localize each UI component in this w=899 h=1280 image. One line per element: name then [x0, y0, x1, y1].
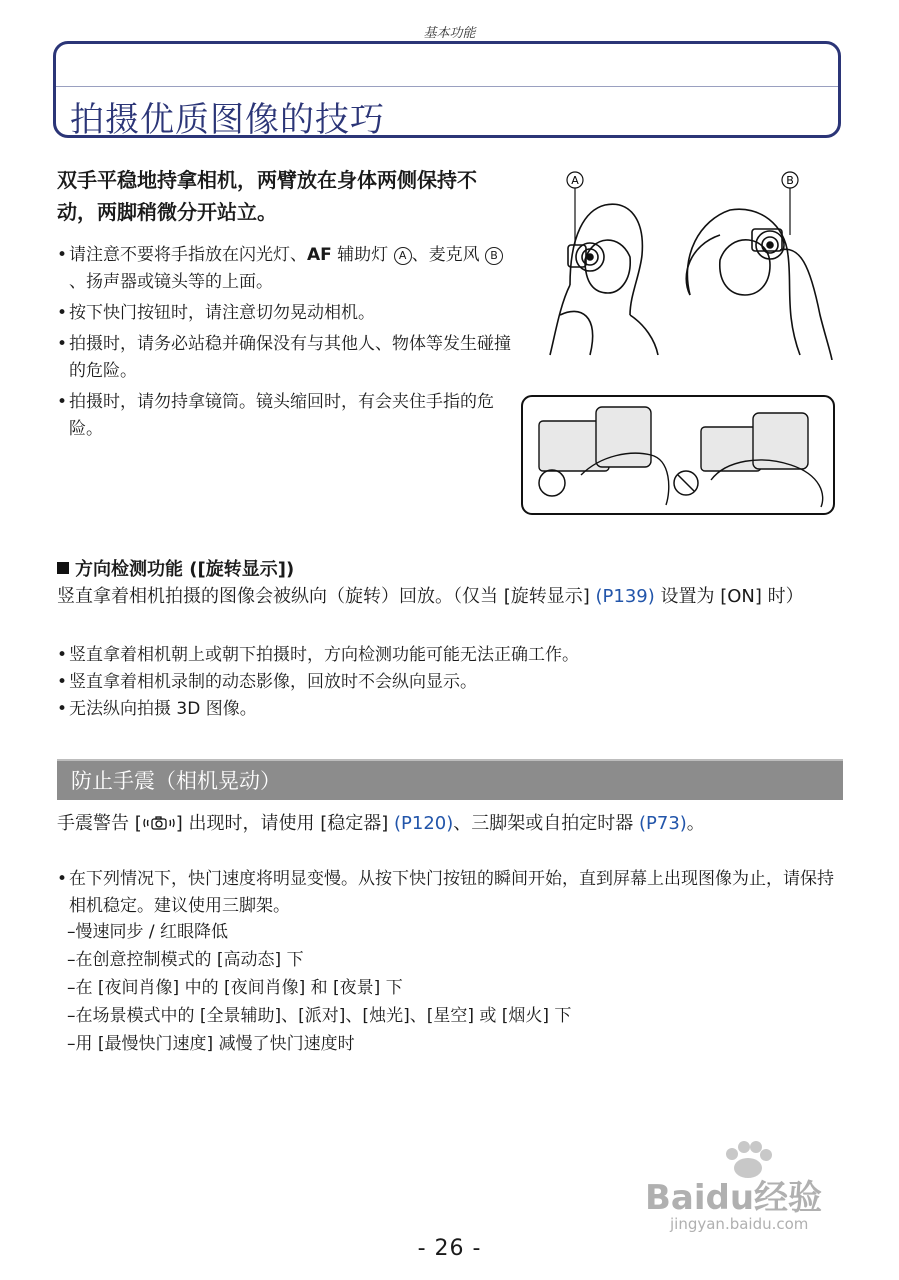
orientation-bullets [57, 642, 842, 723]
shake-bullets [57, 866, 842, 920]
title-divider [56, 86, 838, 87]
p120-link[interactable]: (P120) [393, 813, 454, 834]
shake-bullet: • 在下列情况下，快门速度将明显变慢。从按下快门按钮的瞬间开始，直到屏幕上出现图像为止，请保持相机稳定。建议使用三脚架。 [57, 866, 842, 920]
intro-text: 双手平稳地持拿相机，两臂放在身体两侧保持不动，两脚稍微分开站立。 [57, 168, 477, 224]
shake-heading: 防止手震（相机晃动） [71, 769, 281, 793]
tip-item: • 按下快门按钮时，请注意切勿晃动相机。 [57, 300, 517, 327]
shake-cases [57, 918, 842, 1058]
case-item: –慢速同步 / 红眼降低 [67, 922, 229, 942]
p139-link[interactable]: (P139) [595, 586, 655, 607]
orientation-bullet: • 竖直拿着相机录制的动态影像，回放时不会纵向显示。 [57, 669, 842, 696]
tip-item: • 请注意不要将手指放在闪光灯、AF 辅助灯 A 、麦克风 B、扬声器或镜头等的上面。 [57, 242, 517, 296]
page-title: 拍摄优质图像的技巧 [70, 100, 385, 140]
label-b: B [786, 174, 794, 187]
case-item: –在创意控制模式的 [高动态] 下 [67, 950, 304, 970]
tip-item: • 拍摄时，请勿持拿镜筒。镜头缩回时，有会夹住手指的危险。 [57, 389, 517, 443]
shake-warning-icon [142, 815, 176, 831]
tips-list [57, 242, 517, 447]
case-item: –用 [最慢快门速度] 减慢了快门速度时 [67, 1034, 355, 1054]
orientation-bullet: • 无法纵向拍摄 3D 图像。 [57, 696, 842, 723]
orientation-bullet: • 竖直拿着相机朝上或朝下拍摄时，方向检测功能可能无法正确工作。 [57, 642, 842, 669]
holding-camera-illustration [530, 165, 850, 360]
tip-item: • 拍摄时，请务必站稳并确保没有与其他人、物体等发生碰撞的危险。 [57, 331, 517, 385]
case-item: –在 [夜间肖像] 中的 [夜间肖像] 和 [夜景] 下 [67, 978, 403, 998]
running-header: 基本功能 [423, 26, 476, 41]
orientation-heading: 方向检测功能 ([旋转显示]) [57, 555, 294, 581]
page-number: - 26 - [417, 1236, 482, 1261]
label-b-marker: B [485, 247, 503, 265]
watermark-url: jingyan.baidu.com [670, 1215, 809, 1233]
label-a: A [571, 174, 579, 187]
watermark-logo: Baidu经验 [645, 1178, 823, 1218]
square-bullet-icon [57, 562, 69, 574]
orientation-text: 竖直拿着相机拍摄的图像会被纵向（旋转）回放。（仅当 [旋转显示] (P139) 设置为 [ON] 时） [57, 586, 804, 607]
lens-grip-illustration [521, 395, 835, 515]
p73-link[interactable]: (P73) [638, 813, 687, 834]
label-a-marker: A [394, 247, 412, 265]
shake-text: 手震警告 [ ] 出现时，请使用 [稳定器] (P120)、三脚架或自拍定时器 (P73)。 [57, 813, 705, 834]
case-item: –在场景模式中的 [全景辅助]、[派对]、[烛光]、[星空] 或 [烟火] 下 [67, 1006, 572, 1026]
